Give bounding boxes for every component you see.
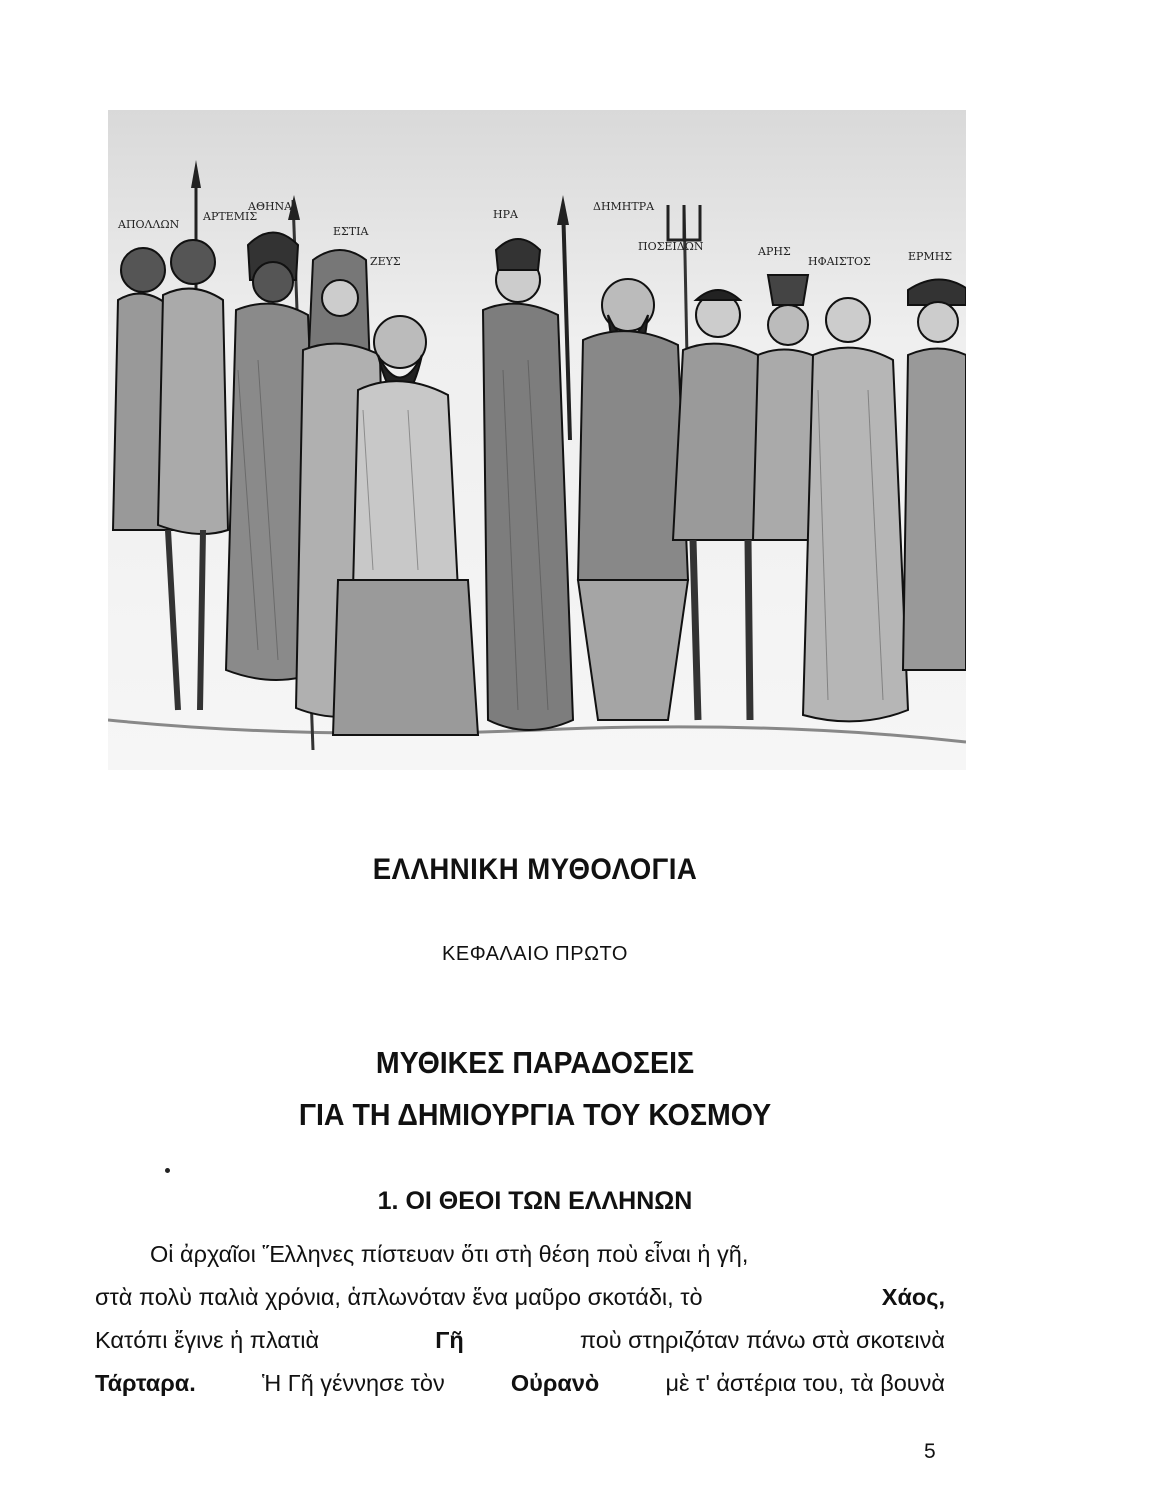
svg-text:ΑΡΤΕΜΙΣ: ΑΡΤΕΜΙΣ [203,210,258,223]
chapter-title [43,1037,1027,1141]
svg-text:ΑΘΗΝΑ: ΑΘΗΝΑ [248,200,293,213]
svg-text:ΠΟΣΕΙΔΩΝ: ΠΟΣΕΙΔΩΝ [638,240,704,253]
chapter-label: ΚΕΦΑΛΑΙΟ ΠΡΩΤΟ [442,943,628,965]
page-number: 5 [924,1440,936,1463]
paragraph-line-1 [95,1233,945,1276]
svg-text:ΑΠΟΛΛΩΝ: ΑΠΟΛΛΩΝ [118,218,180,231]
paragraph-text: Κατόπι ἔγινε ἡ πλατιὰ [95,1327,320,1353]
svg-text:ΖΕΥΣ: ΖΕΥΣ [370,255,401,268]
body-paragraph [95,1233,945,1405]
paragraph-line-4 [95,1362,945,1405]
print-speck [165,1168,170,1173]
page-title: ΕΛΛΗΝΙΚΗ ΜΥΘΟΛΟΓΙΑ [372,853,698,886]
svg-text:ΗΦΑΙΣΤΟΣ: ΗΦΑΙΣΤΟΣ [808,255,871,268]
section-heading: 1. ΟΙ ΘΕΟΙ ΤΩΝ ΕΛΛΗΝΩΝ [377,1187,693,1215]
paragraph-text: μὲ τ' ἀστέρια του, τὰ βουνὰ [665,1370,945,1396]
paragraph-text: ποὺ στηριζόταν πάνω στὰ σκοτεινὰ [579,1327,945,1353]
paragraph-line-3 [95,1319,945,1362]
paragraph-text: Ἡ Γῆ γέννησε τὸν [261,1370,445,1396]
chapter-title-line-1: ΜΥΘΙΚΕΣ ΠΑΡΑΔΟΣΕΙΣ [375,1045,695,1080]
svg-text:ΕΣΤΙΑ: ΕΣΤΙΑ [333,225,369,238]
term-tartarus: Τάρταρα. [95,1370,196,1396]
chapter-title-line-2: ΓΙΑ ΤΗ ΔΗΜΙΟΥΡΓΙΑ ΤΟΥ ΚΟΣΜΟΥ [298,1097,772,1132]
term-ouranos: Οὐρανὸ [510,1370,600,1396]
svg-text:ΕΡΜΗΣ: ΕΡΜΗΣ [908,250,953,263]
term-chaos: Χάος, [881,1284,945,1310]
olympian-gods-drawing [108,110,966,770]
svg-text:ΑΡΗΣ: ΑΡΗΣ [758,245,791,258]
paragraph-text: στὰ πολὺ παλιὰ χρόνια, ἁπλωνόταν ἕνα μαῦρο σκοτάδι, τὸ [95,1284,703,1310]
svg-text:ΔΗΜΗΤΡΑ: ΔΗΜΗΤΡΑ [593,200,655,213]
gods-illustration [108,110,966,770]
svg-text:ΗΡΑ: ΗΡΑ [493,208,518,221]
paragraph-text: Οἱ ἀρχαῖοι Ἕλληνες πίστευαν ὅτι στὴ θέση ποὺ εἶναι ἡ γῆ, [150,1241,749,1267]
paragraph-line-2 [95,1276,945,1319]
term-gaia: Γῆ [435,1327,464,1353]
